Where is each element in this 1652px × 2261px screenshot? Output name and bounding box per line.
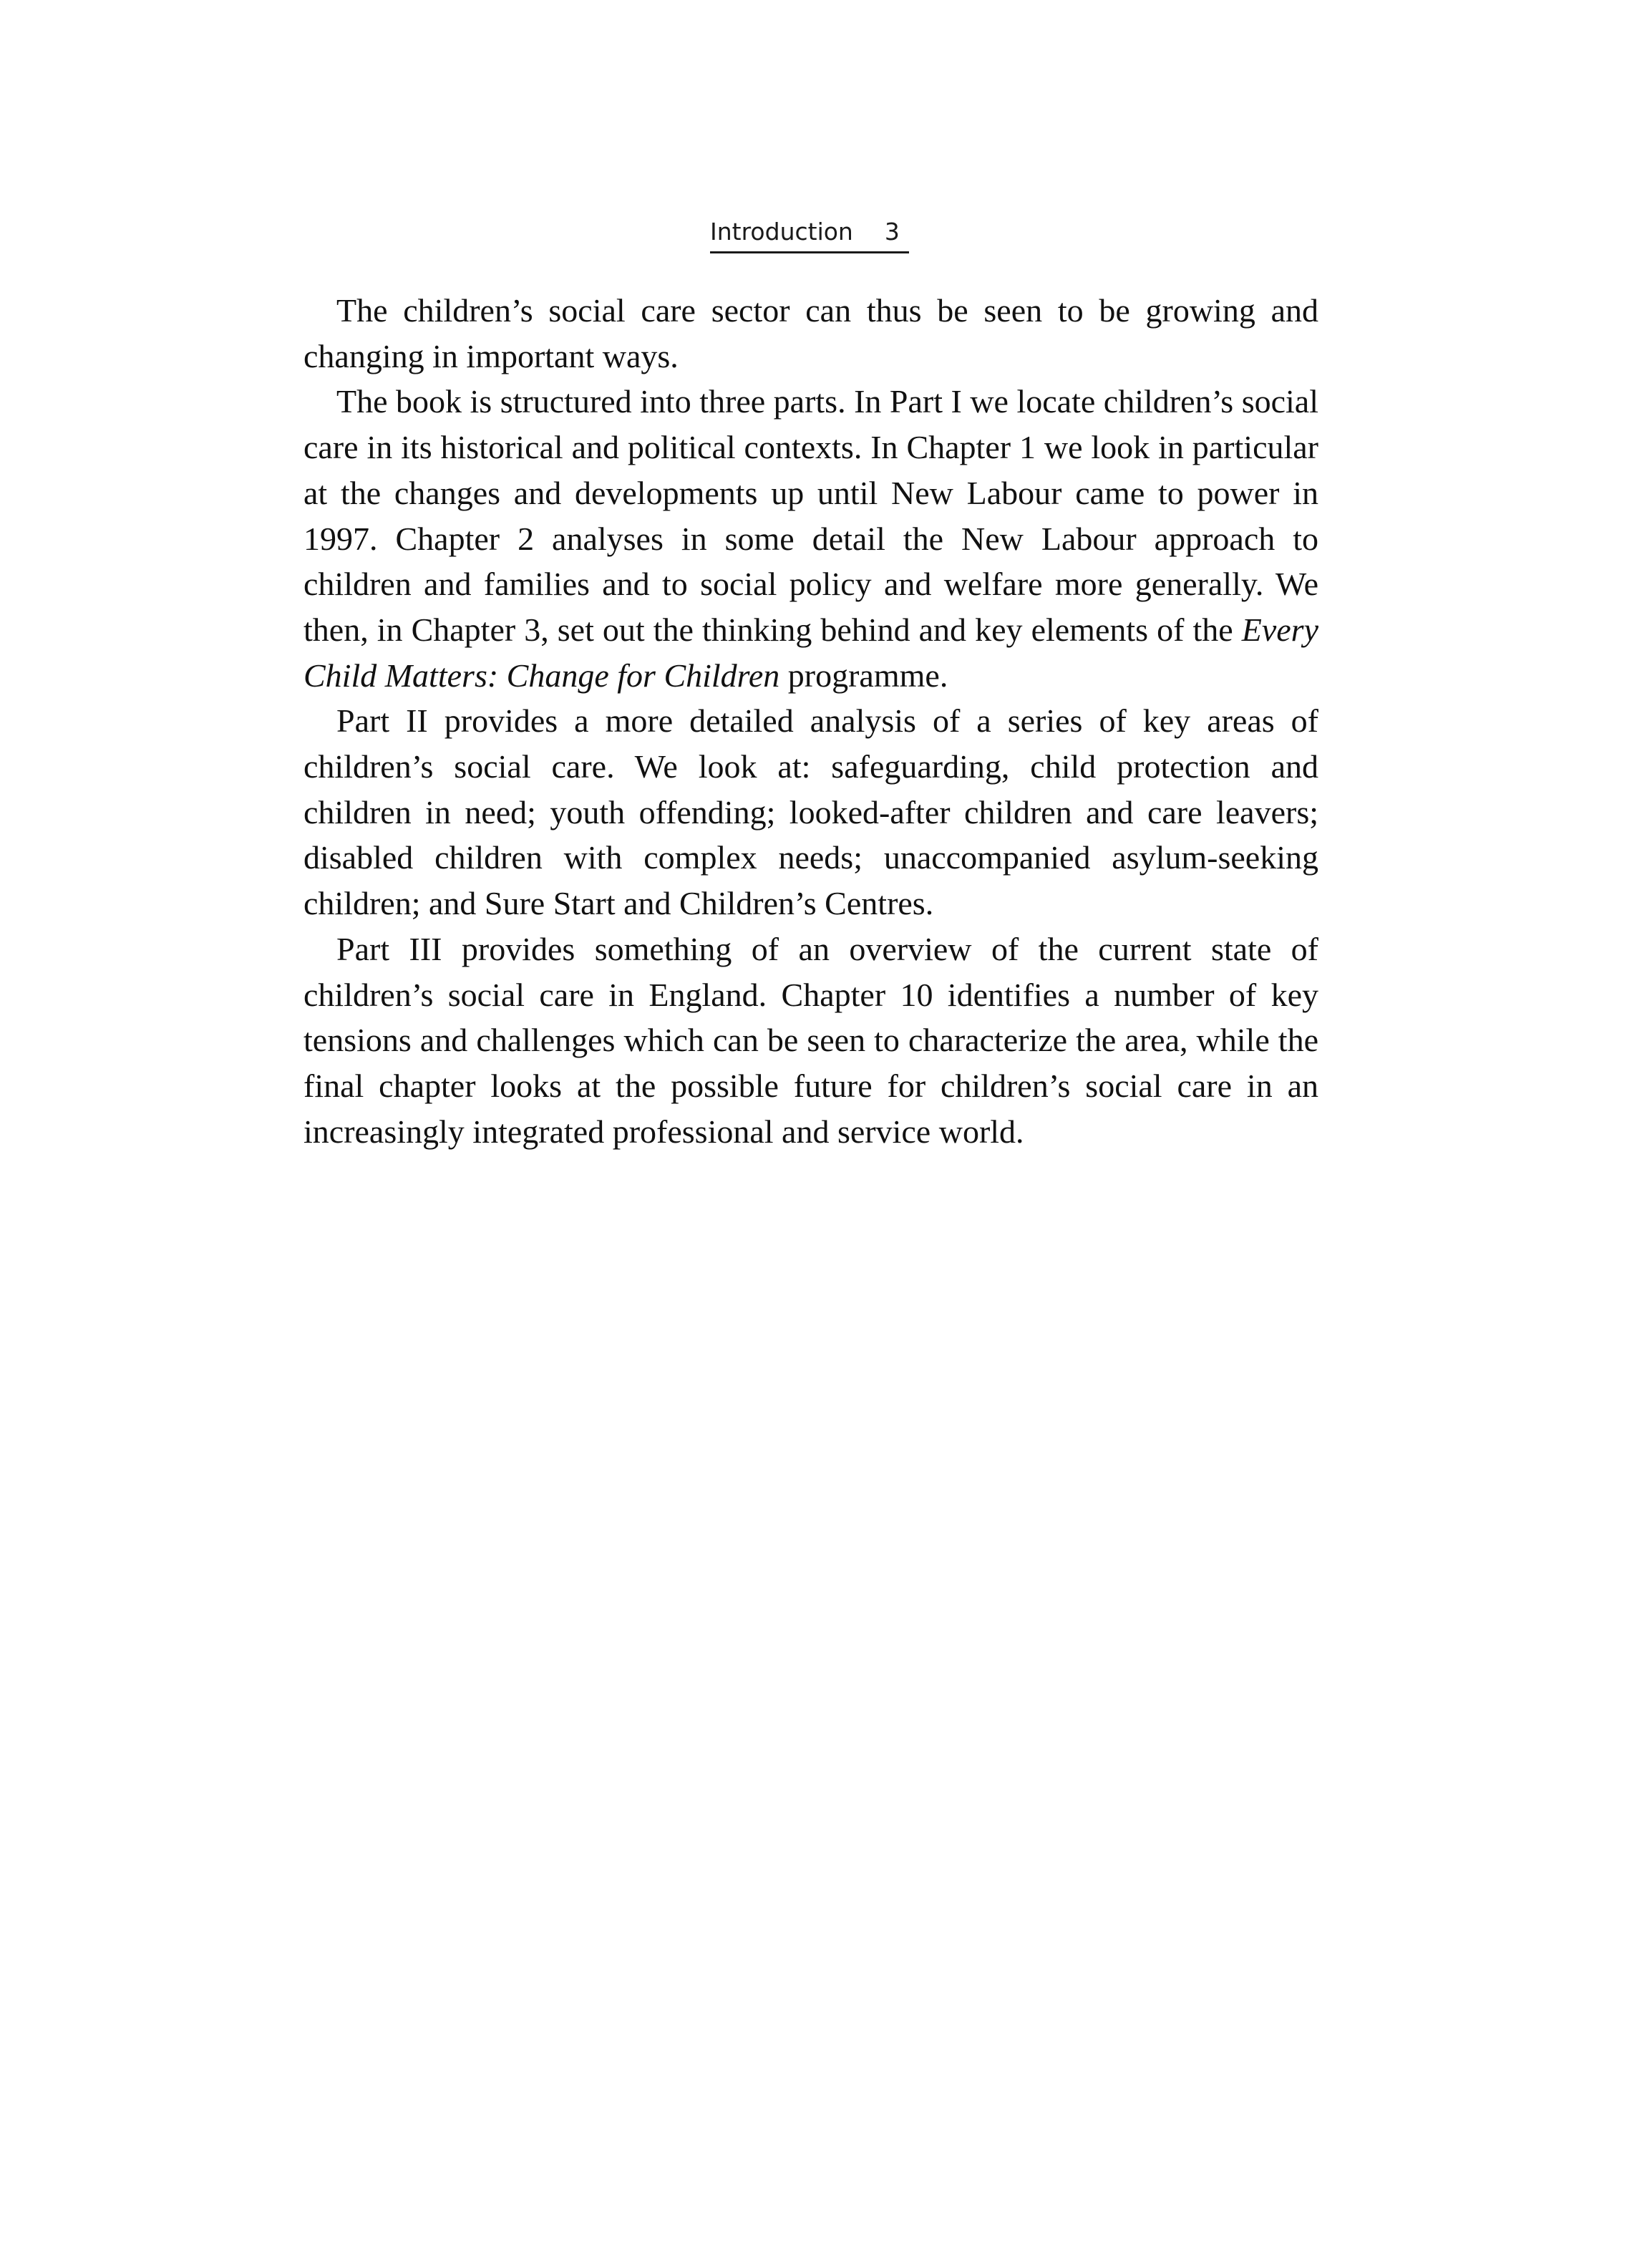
paragraph: Part III provides something of an overview of the current state of children’s social care in England. Chapter 10 identifies a number of key tensions and challenges which can be seen to characterize the area, while the final chapter looks at the possible future for children’s social care in an increasingly integrated professional and service world. bbox=[303, 930, 1318, 1150]
running-head-section-title: Introduction bbox=[710, 218, 853, 246]
paragraph: The children’s social care sector can thus be seen to be growing and changing in important ways. bbox=[303, 292, 1318, 374]
paragraph: Part II provides a more detailed analysis of a series of key areas of children’s social care. We look at: safeguarding, child protection and children in need; youth offending; looked-after children and care leavers; disabled children with complex needs; unaccompanied asylum-seeking children; and Sure Start and Children’s Centres. bbox=[303, 702, 1318, 922]
paragraph-text: The book is structured into three parts. In Part I we locate children’s social care in its historical and political contexts. In Chapter 1 we look in particular at the changes and developments up until New Labour came to power in 1997. Chapter 2 analyses in some detail the New Labour approach to children and families and to social policy and welfare more generally. We then, in Chapter 3, set out the thinking behind and key elements of the bbox=[303, 383, 1318, 648]
running-head bbox=[710, 212, 909, 253]
programme-title: Every Child Matters: Change for Children bbox=[303, 611, 1318, 694]
paragraph-text: programme. bbox=[779, 657, 948, 694]
body-text bbox=[303, 288, 1318, 1154]
paragraph bbox=[303, 379, 1318, 698]
page-number: 3 bbox=[884, 218, 900, 246]
